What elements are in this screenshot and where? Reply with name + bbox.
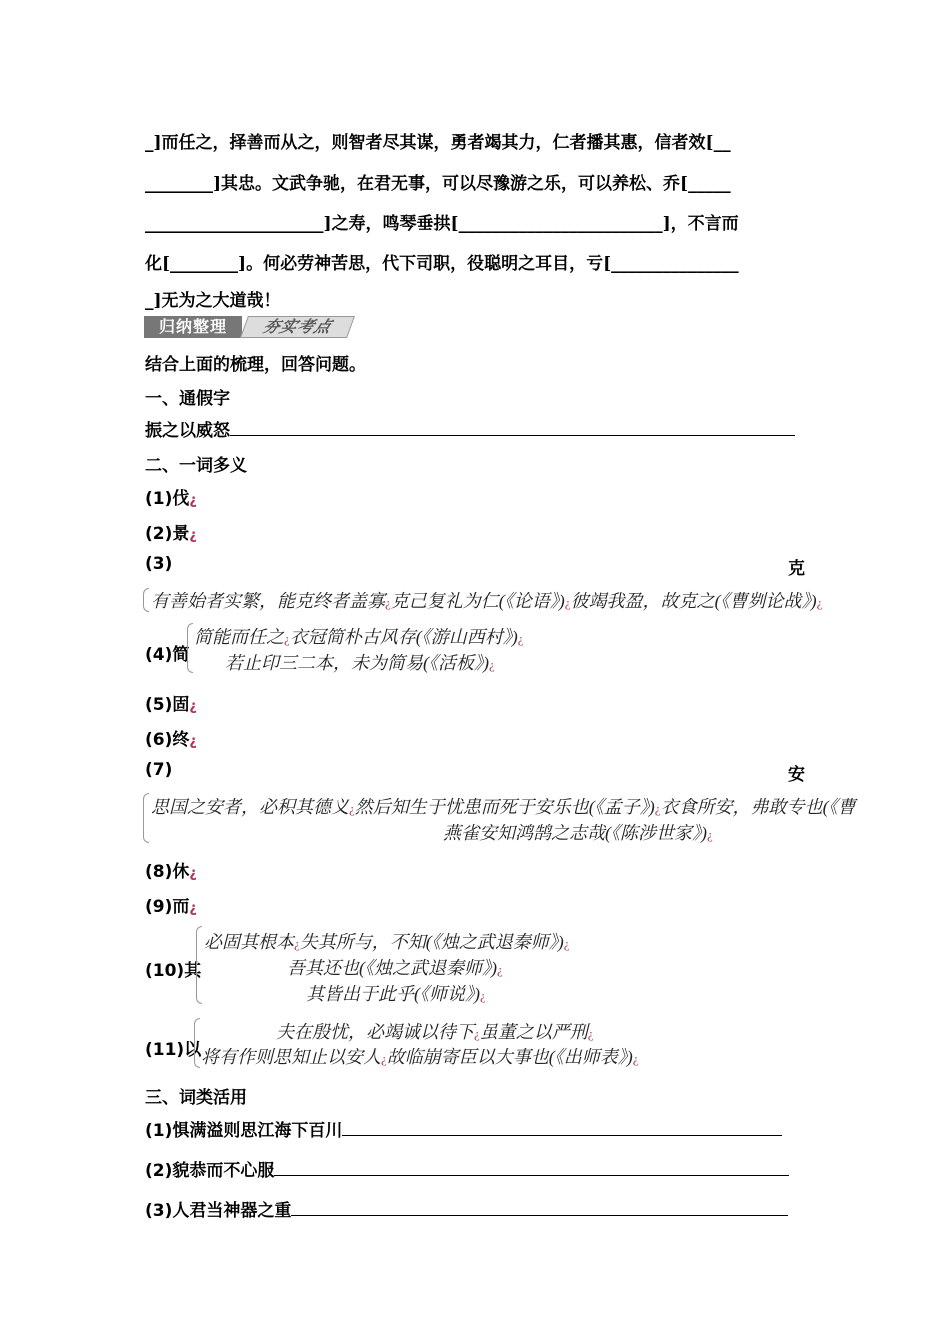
answer-blank[interactable] <box>342 1121 782 1136</box>
item-5: (5)固¿ <box>145 695 197 715</box>
answer-blank[interactable] <box>291 1201 788 1216</box>
item-2: (2)景¿ <box>145 524 197 544</box>
item-4-label: (4)简 <box>145 645 190 665</box>
item-3-examples: 有善始者实繁，能克终者盖寡¿克己复礼为仁(《论语》)¿彼竭我盈，故克之(《曹刿论战》)¿ <box>151 591 823 611</box>
item-4-example-1: 简能而任之¿衣冠简朴古风存(《游山西村》)¿ <box>194 627 524 647</box>
item-3-word: 克 <box>788 559 805 579</box>
tongjiazi-text: 振之以威怒 <box>145 421 230 441</box>
brace <box>187 623 193 673</box>
passage-line-5: _]无为之大道哉！ <box>145 291 281 311</box>
heading-cileihuoyong: 三、词类活用 <box>145 1088 247 1108</box>
item-7-label: (7) <box>145 760 173 780</box>
answer-blank[interactable] <box>230 421 795 436</box>
section-banner <box>144 316 354 338</box>
passage-line-3: _____________________]之寿，鸣琴垂拱[________________________]，不言而 <box>145 214 739 234</box>
item-11-example-2: 将有作则思知止以安人¿故临崩寄臣以大事也(《出师表》)¿ <box>201 1047 639 1067</box>
item-3-label: (3) <box>145 554 173 574</box>
brace <box>194 1018 200 1068</box>
item-4-example-2: 若止印三二本，未为简易(《活板》)¿ <box>225 653 495 673</box>
brace <box>143 793 149 843</box>
item-10-example-3: 其皆出于此乎(《师说》)¿ <box>306 984 486 1004</box>
heading-yiciduoyi: 二、一词多义 <box>145 456 247 476</box>
huoyong-item-1: (1)惧满溢则思江海下百川 <box>145 1116 782 1141</box>
passage-line-4: 化[________]。何必劳神苦思，代下司职，役聪明之耳目，亏[_______________ <box>145 254 739 274</box>
answer-blank[interactable] <box>274 1161 789 1176</box>
item-11-example-1: 夫在殷忧，必竭诚以待下¿虽董之以严刑¿ <box>276 1022 594 1042</box>
brace <box>143 588 149 612</box>
item-10-example-2: 吾其还也(《烛之武退秦师》)¿ <box>287 958 503 978</box>
item-7-example-2: 燕雀安知鸿鹄之志哉(《陈涉世家》)¿ <box>443 823 713 843</box>
tongjiazi-item <box>145 416 795 441</box>
item-8: (8)休¿ <box>145 862 197 882</box>
item-9: (9)而¿ <box>145 897 197 917</box>
item-7-word: 安 <box>788 765 805 785</box>
item-6: (6)终¿ <box>145 730 197 750</box>
passage-line-2: ________]其忠。文武争驰，在君无事，可以尽豫游之乐，可以养松、乔[_____ <box>145 174 731 194</box>
item-10-example-1: 必固其根本¿失其所与，不知(《烛之武退秦师》)¿ <box>204 932 570 952</box>
item-7-example-1: 思国之安者，必积其德义¿然后知生于忧患而死于安乐也(《孟子》)¿衣食所安，弗敢专也(《曹 <box>151 797 856 817</box>
heading-tongjiazi: 一、通假字 <box>145 389 230 409</box>
banner-left: 归纳整理 <box>144 316 242 338</box>
item-1: (1)伐¿ <box>145 489 197 509</box>
huoyong-item-3: (3)人君当神器之重 <box>145 1196 788 1221</box>
item-11-label: (11)以 <box>145 1040 202 1060</box>
passage-line-1: _]而任之，择善而从之，则智者尽其谋，勇者竭其力，仁者播其惠，信者效[__ <box>145 133 731 153</box>
brace <box>196 926 202 1004</box>
intro-text: 结合上面的梳理，回答问题。 <box>145 355 366 375</box>
item-10-label: (10)其 <box>145 961 202 981</box>
huoyong-item-2: (2)貌恭而不心服 <box>145 1156 789 1181</box>
banner-right: 夯实考点 <box>240 316 355 338</box>
